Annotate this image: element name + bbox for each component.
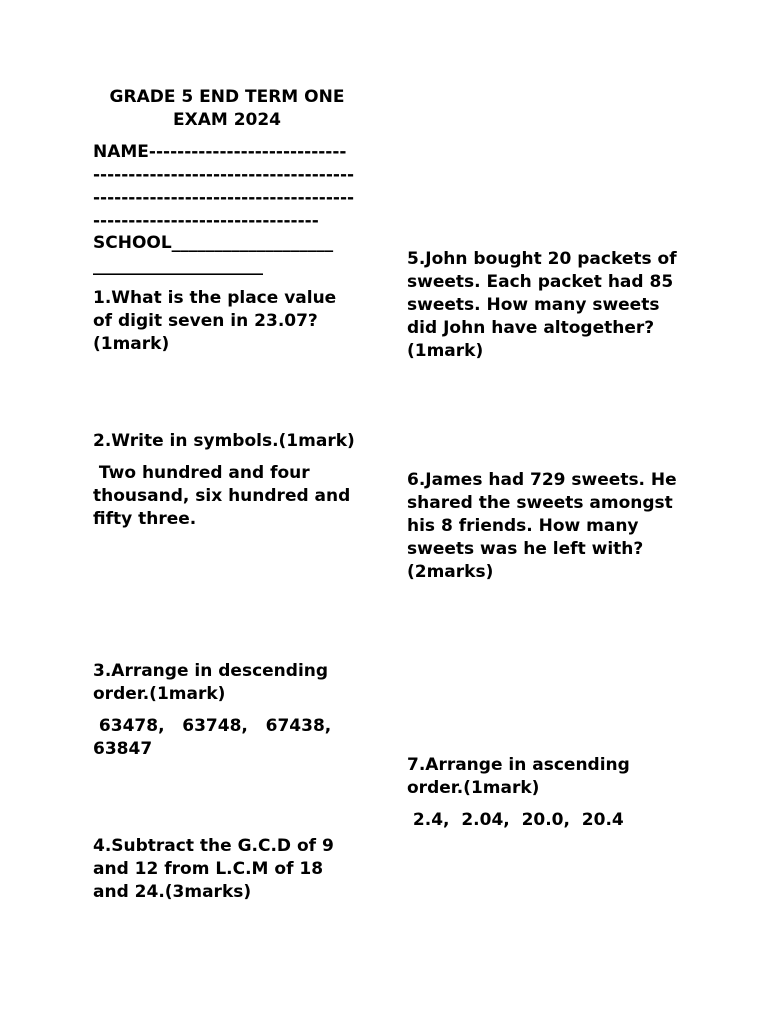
question-3 [93,660,358,761]
question-5 [407,248,682,363]
question-1-text: 1.What is the place value of digit seven in 23.07?(1mark) [93,288,337,354]
question-7 [407,754,682,832]
question-3-detail: 63478, 63748, 67438, 63847 [93,716,338,759]
question-6-text: 6.James had 729 sweets. He shared the sweets amongst his 8 friends. How many sweets was he left with?(2marks) [407,470,677,582]
exam-title [93,86,361,132]
question-2-text: 2.Write in symbols.(1mark) [93,431,355,451]
exam-title-line-2: EXAM 2024 [172,110,282,130]
school-line-2: ____________________ [93,256,263,276]
question-4 [93,835,358,904]
question-1 [93,287,358,356]
question-6 [407,469,682,584]
question-2-detail: Two hundred and four thousand, six hundred and fifty three. [93,463,357,529]
name-line-4: -------------------------------- [93,211,319,231]
question-7-text: 7.Arrange in ascending order.(1mark) [407,755,630,798]
question-2 [93,430,358,531]
school-line-1: SCHOOL___________________ [93,233,334,253]
question-3-text: 3.Arrange in descending order.(1mark) [93,661,329,704]
school-field [93,232,358,278]
name-line-3: ------------------------------------- [93,188,355,208]
name-line-2: ------------------------------------- [93,165,355,185]
question-5-text: 5.John bought 20 packets of sweets. Each packet had 85 sweets. How many sweets did John have altogether?(1mark) [407,249,677,361]
name-line-1: NAME---------------------------- [93,142,347,162]
exam-title-line-1: GRADE 5 END TERM ONE [109,87,345,107]
question-7-detail: 2.4, 2.04, 20.0, 20.4 [407,810,624,830]
question-4-text: 4.Subtract the G.C.D of 9 and 12 from L.C.M of 18 and 24.(3marks) [93,836,334,902]
name-field [93,141,358,233]
